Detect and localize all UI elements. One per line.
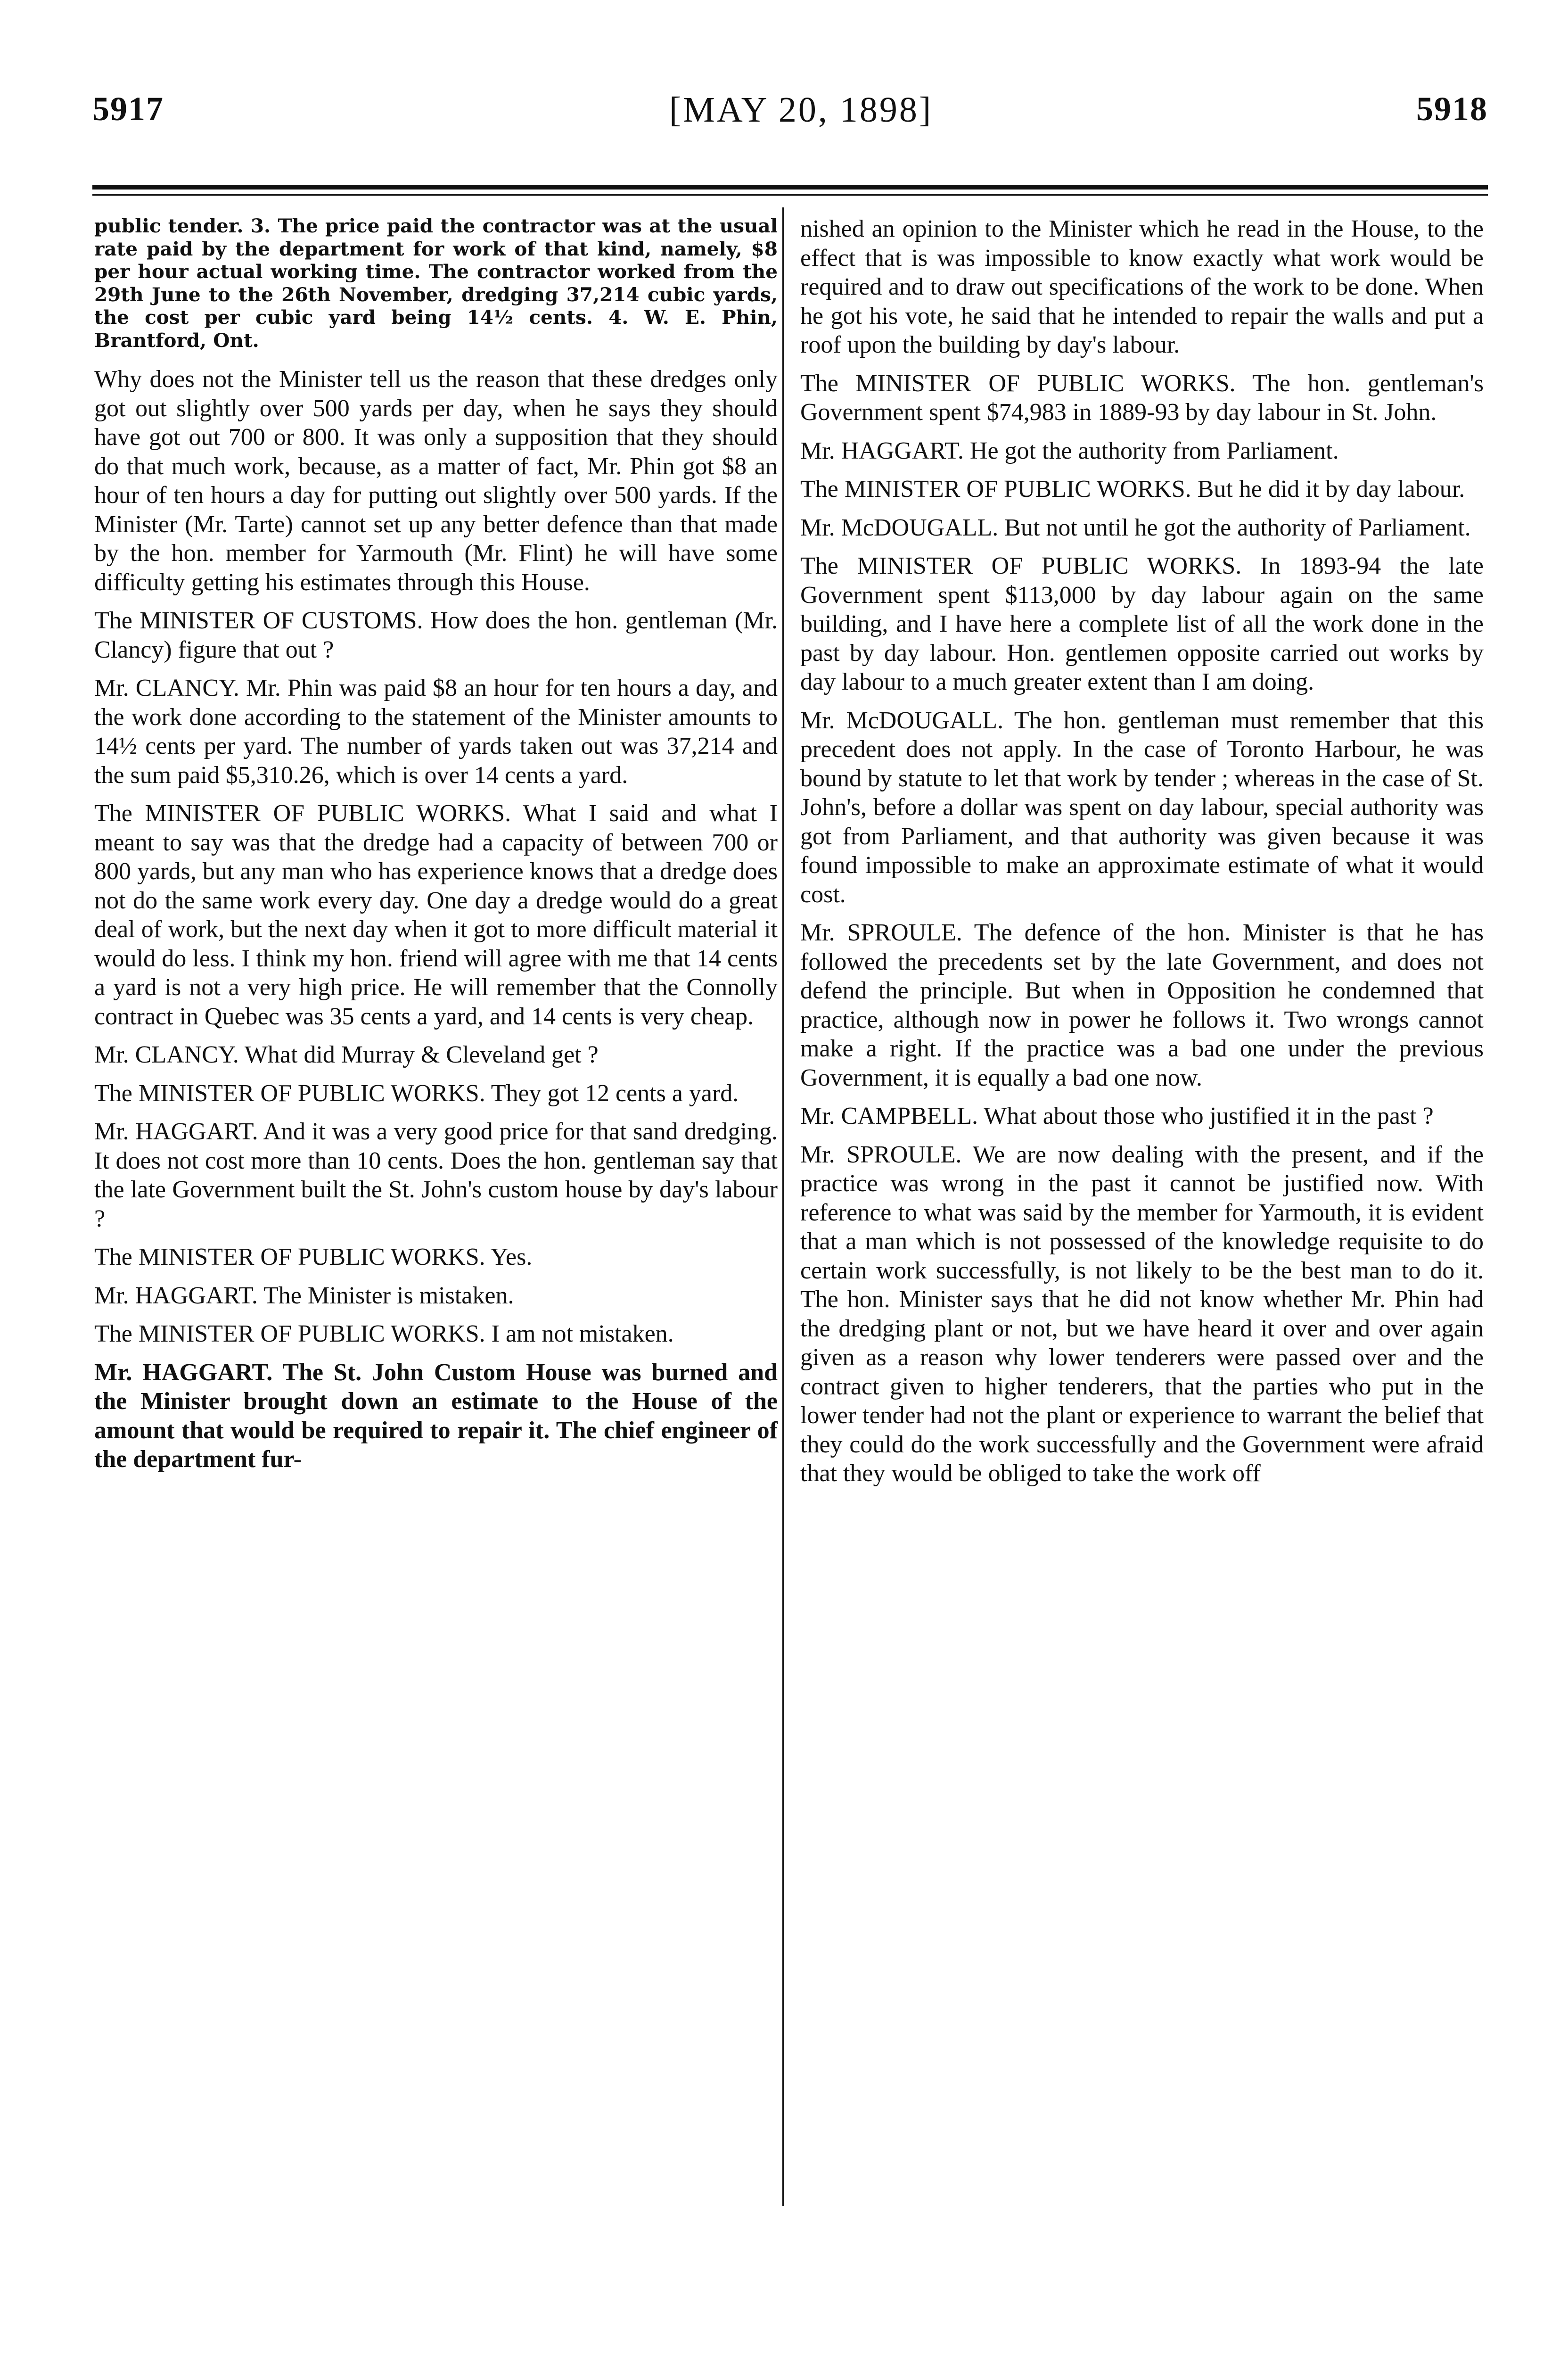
paragraph: Mr. SPROULE. We are now dealing with the present, and if the practice was wrong in the past it cannot be justified now. With reference to what was said by the member for Yarmouth, it is evident that a man which is not possessed of the knowledge requisite to do certain work successfully, is not likely to be the best man to do it. The hon. Minister says that he did not know whether Mr. Phin had the dredging plant or not, but we have heard it over and over again given as a reason why lower tenderers were passed over and the contract given to higher tenderers, that the parties who put in the lower tender had not the plant or experience to warrant the belief that they could do the work successfully and the Government were afraid that they would be obliged to take the work off (800, 1141, 1484, 1487)
paragraph: The MINISTER OF PUBLIC WORKS. The hon. gentleman's Government spent $74,983 in 1889-93 by day labour in St. John. (800, 370, 1484, 426)
paragraph: The MINISTER OF PUBLIC WORKS. But he did it by day labour. (800, 476, 1465, 503)
paragraph: Mr. CLANCY. What did Murray & Cleveland get ? (94, 1041, 599, 1068)
header-rule-thin (92, 194, 1488, 196)
page-date: [MAY 20, 1898] (669, 90, 933, 130)
paragraph: Mr. HAGGART. The Minister is mistaken. (94, 1282, 514, 1309)
paragraph: Mr. McDOUGALL. The hon. gentleman must remember that this precedent does not apply. In the case of Toronto Harbour, he was bound by statute to let that work by tender ; whereas in the case of St. John's, before a dollar was spent on day labour, special authority was got from Parliament, and that authority was given because it was found impossible to make an approximate estimate of what it would cost. (800, 707, 1484, 908)
paragraph: The MINISTER OF PUBLIC WORKS. What I said and what I meant to say was that the dredge had a capacity of between 700 or 800 yards, but any man who has experience knows that a dredge does not do the same work every day. One day a dredge would do a great deal of work, but the next day when it got to more difficult material it would do less. I think my hon. friend will agree with me that 14 cents a yard is not a very high price. He will remember that the Connolly contract in Quebec was 35 cents a yard, and 14 cents is very cheap. (94, 800, 778, 1030)
paragraph: Mr. HAGGART. And it was a very good price for that sand dredging. It does not cost more than 10 cents. Does the hon. gentleman say that the late Government built the St. John's custom house by day's labour ? (94, 1118, 778, 1232)
paragraph: Mr. McDOUGALL. But not until he got the authority of Parliament. (800, 514, 1471, 541)
header-rule-thick (92, 185, 1488, 190)
paragraph: Mr. HAGGART. He got the authority from Parliament. (800, 437, 1339, 464)
page-number-right: 5918 (1416, 90, 1488, 128)
paragraph: Mr. CLANCY. Mr. Phin was paid $8 an hour for ten hours a day, and the work done according to the statement of the Minister amounts to 14½ cents per yard. The number of yards taken out was 37,214 and the sum paid $5,310.26, which is over 14 cents a yard. (94, 675, 778, 789)
paragraph: Mr. HAGGART. The St. John Custom House was burned and the Minister brought down an estimate to the House of the amount that would be required to repair it. The chief engineer of the department fur- (94, 1359, 778, 1473)
right-column (800, 214, 1484, 1498)
page-header (0, 90, 1568, 141)
paragraph: Mr. SPROULE. The defence of the hon. Minister is that he has followed the precedents set by the late Government, and does not defend the principle. But when in Opposition he condemned that practice, although now in power he follows it. Two wrongs cannot make a right. If the practice was a bad one under the previous Government, it is equally a bad one now. (800, 919, 1484, 1091)
paragraph: The MINISTER OF PUBLIC WORKS. I am not mistaken. (94, 1320, 674, 1347)
paragraph: The MINISTER OF PUBLIC WORKS. In 1893-94 the late Government spent $113,000 by day labour again on the same building, and I have here a complete list of all the work done in the past by day labour. Hon. gentlemen opposite carried out works by day labour to a much greater extent than I am doing. (800, 552, 1484, 695)
page-number-left: 5917 (92, 90, 164, 128)
paragraph: nished an opinion to the Minister which he read in the House, to the effect that is was impossible to know exactly what work would be required and to draw out specifications of the work to be done. When he got his vote, he said that he intended to repair the walls and put a roof upon the building by day's labour. (800, 215, 1484, 358)
paragraph-return-excerpt: public tender. 3. The price paid the contractor was at the usual rate paid by the department for work of that kind, namely, $8 per hour actual working time. The contractor worked from the 29th June to the 26th November, dredging 37,214 cubic yards, the cost per cubic yard being 14½ cents. 4. W. E. Phin, Brantford, Ont. (94, 214, 778, 352)
paragraph: The MINISTER OF PUBLIC WORKS. Yes. (94, 1244, 533, 1270)
left-column (94, 214, 778, 1483)
paragraph: Mr. CAMPBELL. What about those who justified it in the past ? (800, 1103, 1434, 1129)
paragraph: Why does not the Minister tell us the reason that these dredges only got out slightly over 500 yards per day, when he says they should have got out 700 or 800. It was only a supposition that they should do that much work, because, as a matter of fact, Mr. Phin got $8 an hour of ten hours a day for putting out slightly over 500 yards. If the Minister (Mr. Tarte) cannot set up any better defence than that made by the hon. member for Yarmouth (Mr. Flint) he will have some difficulty getting his estimates through this House. (94, 366, 778, 596)
paragraph: The MINISTER OF PUBLIC WORKS. They got 12 cents a yard. (94, 1080, 739, 1107)
column-divider (782, 207, 784, 2206)
paragraph: The MINISTER OF CUSTOMS. How does the hon. gentleman (Mr. Clancy) figure that out ? (94, 607, 778, 663)
